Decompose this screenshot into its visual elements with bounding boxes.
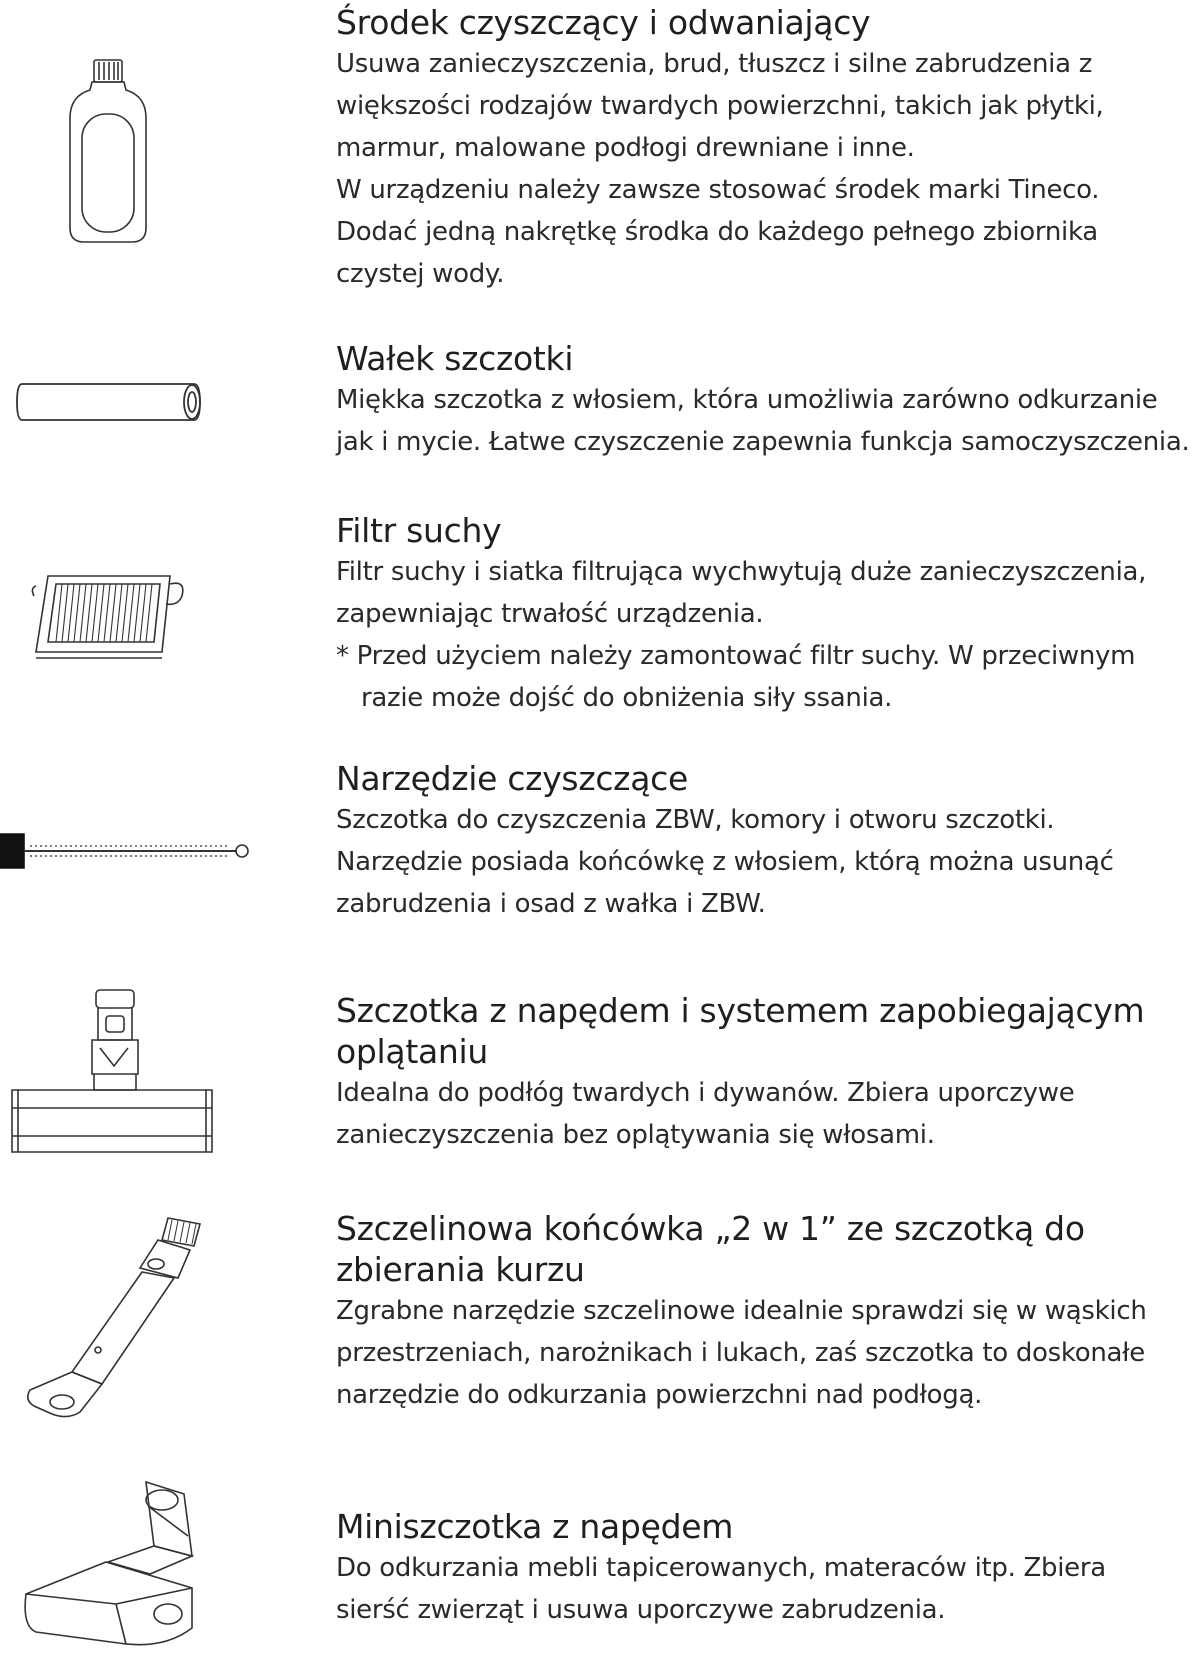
item-line: sierść zwierząt i usuwa uporczywe zabrudzenia. — [336, 1595, 946, 1625]
item-cleaning-fluid — [336, 2, 1202, 295]
item-line: Zgrabne narzędzie szczelinowe idealnie sprawdzi się w wąskich — [336, 1296, 1147, 1326]
item-title: Wałek szczotki — [336, 339, 574, 378]
item-line: zapewniając trwałość urządzenia. — [336, 599, 764, 629]
item-title-line2: zbierania kurzu — [336, 1250, 585, 1289]
item-line: przestrzeniach, narożnikach i lukach, zaś szczotka to doskonałe — [336, 1338, 1145, 1368]
item-mini-power-brush — [336, 1506, 1202, 1631]
item-cleaning-tool — [336, 758, 1202, 925]
item-line: zanieczyszczenia bez oplątywania się włosami. — [336, 1120, 935, 1150]
item-line: Idealna do podłóg twardych i dywanów. Zbiera uporczywe — [336, 1078, 1075, 1108]
item-line: Miękka szczotka z włosiem, która umożliwia zarówno odkurzanie — [336, 385, 1158, 415]
item-title: Filtr suchy — [336, 511, 502, 550]
item-brush-roller — [336, 338, 1202, 463]
crevice-tool-icon — [18, 1212, 208, 1422]
item-line: zabrudzenia i osad z wałka i ZBW. — [336, 889, 766, 919]
item-crevice-tool — [336, 1208, 1202, 1416]
item-power-brush-head — [336, 990, 1202, 1156]
item-title-line2: oplątaniu — [336, 1032, 488, 1071]
item-title: Środek czyszczący i odwaniający — [336, 3, 871, 42]
brush-roller-icon — [14, 380, 204, 424]
item-line: razie może dojść do obniżenia siły ssania. — [361, 683, 893, 713]
item-title: Narzędzie czyszczące — [336, 759, 688, 798]
item-line: Narzędzie posiada końcówkę z włosiem, którą można usunąć — [336, 847, 1114, 877]
item-line: jak i mycie. Łatwe czyszczenie zapewnia funkcja samoczyszczenia. — [336, 427, 1190, 457]
item-line: * Przed użyciem należy zamontować filtr suchy. W przeciwnym — [336, 641, 1136, 671]
bottle-icon — [66, 56, 150, 246]
item-title: Szczotka z napędem i systemem zapobiegającym — [336, 991, 1145, 1030]
item-dry-filter — [336, 510, 1202, 719]
mini-power-brush-icon — [16, 1476, 202, 1652]
item-line: większości rodzajów twardych powierzchni, takich jak płytki, — [336, 91, 1104, 121]
item-title: Miniszczotka z napędem — [336, 1507, 734, 1546]
item-line: Do odkurzania mebli tapicerowanych, materaców itp. Zbiera — [336, 1553, 1106, 1583]
item-line: W urządzeniu należy zawsze stosować środek marki Tineco. — [336, 175, 1100, 205]
dry-filter-icon — [30, 566, 190, 662]
item-line: Usuwa zanieczyszczenia, brud, tłuszcz i silne zabrudzenia z — [336, 49, 1093, 79]
item-line: marmur, malowane podłogi drewniane i inne. — [336, 133, 915, 163]
item-line: Filtr suchy i siatka filtrująca wychwytują duże zanieczyszczenia, — [336, 557, 1147, 587]
item-title: Szczelinowa końcówka „2 w 1” ze szczotką do — [336, 1209, 1085, 1248]
cleaning-tool-icon — [0, 830, 252, 872]
item-line: czystej wody. — [336, 259, 505, 289]
item-line: Szczotka do czyszczenia ZBW, komory i otworu szczotki. — [336, 805, 1055, 835]
item-line: narzędzie do odkurzania powierzchni nad podłogą. — [336, 1380, 983, 1410]
power-brush-head-icon — [8, 986, 216, 1158]
item-line: Dodać jedną nakrętkę środka do każdego pełnego zbiornika — [336, 217, 1098, 247]
